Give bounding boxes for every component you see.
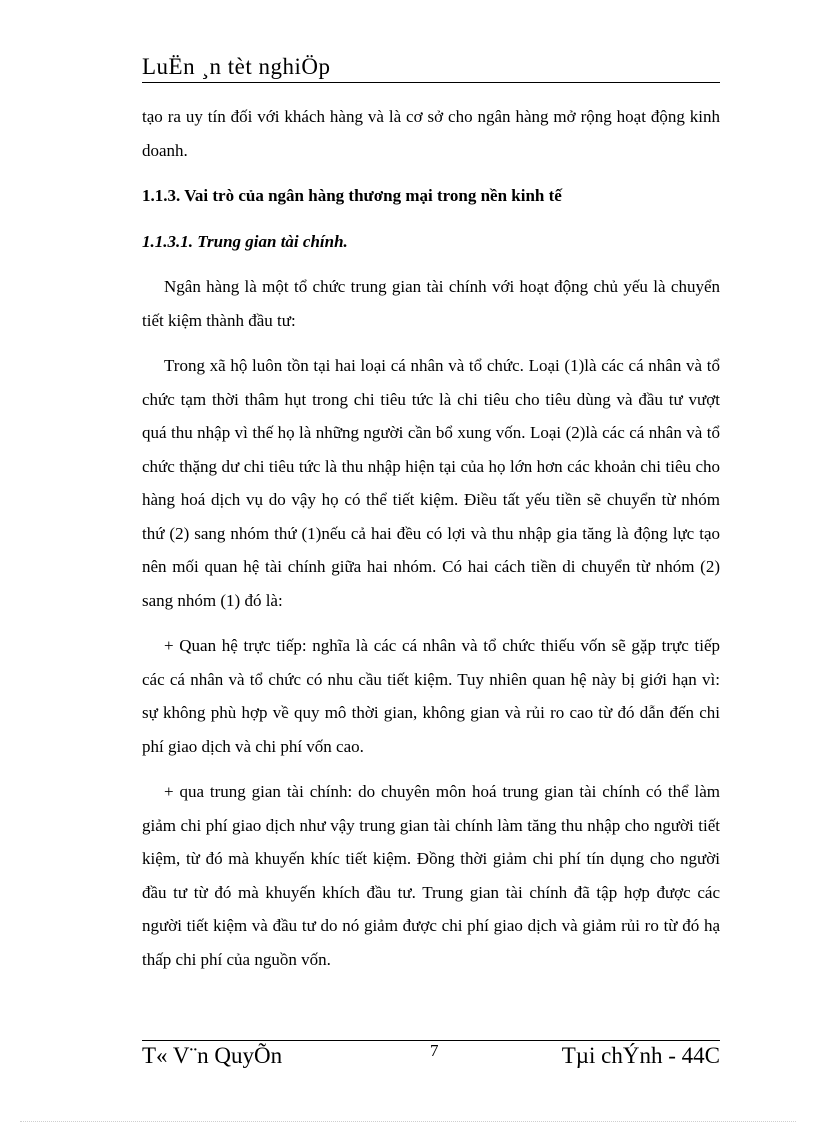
page-footer	[142, 1040, 720, 1081]
subsection-heading: 1.1.3.1. Trung gian tài chính.	[142, 231, 348, 251]
paragraph-financial-intermediary: + qua trung gian tài chính: do chuyên môn hoá trung gian tài chính có thể làm giảm chi phí giao dịch như vậy trung gian tài chính làm tăng thu nhập cho người tiết kiệm, từ đó mà khuyến khíc tiết kiệm. Đồng thời giảm chi phí tín dụng cho người đầu tư từ đó mà khuyến khích đầu tư. Trung gian tài chính đã tập hợp được các người tiết kiệm và đầu tư do nó giảm được chi phí giao dịch và giảm rủi ro từ đó hạ thấp chi phí của nguồn vốn.	[142, 782, 720, 969]
paragraph-intro: tạo ra uy tín đối với khách hàng và là cơ sở cho ngân hàng mở rộng hoạt động kinh doanh.	[142, 107, 720, 160]
header-title: LuËn ¸n tèt nghiÖp	[142, 54, 331, 79]
paragraph-definition: Ngân hàng là một tổ chức trung gian tài chính với hoạt động chủ yếu là chuyển tiết kiệm thành đầu tư:	[142, 277, 720, 330]
footer-class: Tµi chÝnh - 44C	[561, 1043, 720, 1068]
paragraph-two-groups: Trong xã hộ luôn tồn tại hai loại cá nhân và tổ chức. Loại (1)là các cá nhân và tổ chức tạm thời thâm hụt trong chi tiêu tức là chi tiêu cho tiêu dùng và đầu tư vượt quá thu nhập vì thế họ là những người cần bổ xung vốn. Loại (2)là các cá nhân và tổ chức thặng dư chi tiêu tức là thu nhập hiện tại của họ lớn hơn các khoản chi tiêu cho hàng hoá dịch vụ do vậy họ có thể tiết kiệm. Điều tất yếu tiền sẽ chuyển từ nhóm thứ (2) sang nhóm thứ (1)nếu cả hai đều có lợi và thu nhập gia tăng là động lực tạo nên mối quan hệ tài chính giữa hai nhóm. Có hai cách tiền di chuyển từ nhóm (2) sang nhóm (1) đó là:	[142, 356, 720, 610]
paragraph-direct-relation: + Quan hệ trực tiếp: nghĩa là các cá nhân và tổ chức thiếu vốn sẽ gặp trực tiếp các cá nhân và tổ chức có nhu cầu tiết kiệm. Tuy nhiên quan hệ này bị giới hạn vì: sự không phù hợp về quy mô thời gian, không gian và rủi ro cao từ đó dẫn đến chi phí giao dịch và chi phí vốn cao.	[142, 636, 720, 756]
page-header	[142, 48, 720, 83]
footer-author: T« V¨n QuyÕn	[142, 1043, 283, 1068]
page-number: 7	[430, 1041, 439, 1060]
document-body	[142, 100, 720, 988]
section-heading: 1.1.3. Vai trò của ngân hàng thương mại trong nền kinh tế	[142, 186, 562, 205]
page-bottom-divider	[20, 1121, 796, 1122]
